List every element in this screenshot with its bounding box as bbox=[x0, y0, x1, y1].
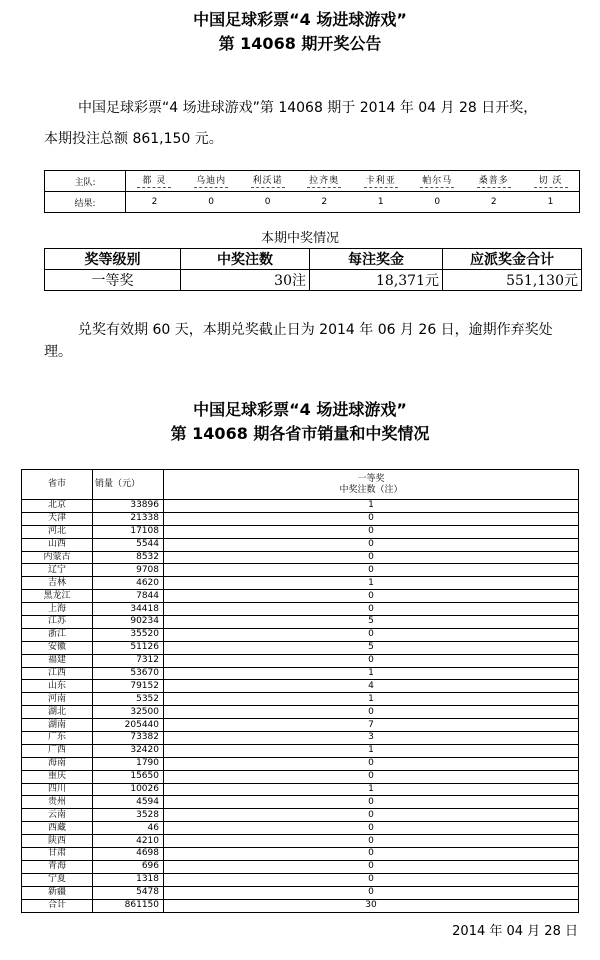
province-row bbox=[22, 641, 579, 654]
province-row bbox=[22, 525, 579, 538]
province-sales: 1790 bbox=[93, 757, 164, 770]
prize-header-row bbox=[45, 249, 582, 270]
province-sales: 3528 bbox=[93, 809, 164, 822]
prize-header-per-bet: 每注奖金 bbox=[310, 249, 443, 270]
province-wins: 5 bbox=[164, 616, 579, 629]
province-row bbox=[22, 551, 579, 564]
team-name: 帕尔马 bbox=[422, 176, 453, 186]
province-table-body bbox=[22, 500, 579, 913]
province-wins: 0 bbox=[164, 551, 579, 564]
province-name: 山西 bbox=[22, 538, 93, 551]
first-prize-header-line2: 中奖注数（注） bbox=[339, 484, 403, 495]
province-name: 山东 bbox=[22, 680, 93, 693]
team-name: 拉齐奥 bbox=[309, 176, 340, 186]
match-result: 2 bbox=[466, 192, 523, 213]
province-wins: 0 bbox=[164, 822, 579, 835]
prize-header-level: 奖等级别 bbox=[45, 249, 181, 270]
province-row bbox=[22, 564, 579, 577]
province-row bbox=[22, 577, 579, 590]
province-name: 西藏 bbox=[22, 822, 93, 835]
province-wins: 0 bbox=[164, 809, 579, 822]
province-sales: 17108 bbox=[93, 525, 164, 538]
province-wins: 1 bbox=[164, 744, 579, 757]
province-row bbox=[22, 809, 579, 822]
province-wins: 1 bbox=[164, 783, 579, 796]
province-sales: 861150 bbox=[93, 899, 164, 912]
match-result-row bbox=[45, 192, 580, 213]
match-result: 2 bbox=[296, 192, 353, 213]
province-name: 北京 bbox=[22, 500, 93, 513]
province-row bbox=[22, 667, 579, 680]
province-sales: 9708 bbox=[93, 564, 164, 577]
province-sales: 32500 bbox=[93, 706, 164, 719]
province-row bbox=[22, 757, 579, 770]
province-wins: 0 bbox=[164, 654, 579, 667]
match-result: 0 bbox=[183, 192, 240, 213]
province-name: 湖南 bbox=[22, 719, 93, 732]
team-name: 都 灵 bbox=[142, 176, 167, 186]
prize-level: 一等奖 bbox=[45, 270, 181, 291]
announcement-title-line2: 第 14068 期开奖公告 bbox=[218, 34, 382, 53]
province-name: 海南 bbox=[22, 757, 93, 770]
province-wins: 0 bbox=[164, 538, 579, 551]
province-row bbox=[22, 603, 579, 616]
province-name: 吉林 bbox=[22, 577, 93, 590]
province-wins: 1 bbox=[164, 693, 579, 706]
province-row bbox=[22, 860, 579, 873]
province-wins: 0 bbox=[164, 706, 579, 719]
province-wins: 4 bbox=[164, 680, 579, 693]
prize-section-title: 本期中奖情况 bbox=[260, 231, 339, 246]
province-row bbox=[22, 822, 579, 835]
province-name: 福建 bbox=[22, 654, 93, 667]
match-table bbox=[44, 170, 580, 213]
province-sales: 1318 bbox=[93, 873, 164, 886]
province-row bbox=[22, 873, 579, 886]
prize-total: 551,130元 bbox=[443, 270, 582, 291]
province-name: 江苏 bbox=[22, 616, 93, 629]
province-row bbox=[22, 886, 579, 899]
province-wins: 0 bbox=[164, 873, 579, 886]
province-sales: 7844 bbox=[93, 590, 164, 603]
province-wins: 5 bbox=[164, 641, 579, 654]
province-name: 陕西 bbox=[22, 835, 93, 848]
province-row bbox=[22, 732, 579, 745]
province-row bbox=[22, 590, 579, 603]
province-row bbox=[22, 538, 579, 551]
province-sales: 90234 bbox=[93, 616, 164, 629]
report-date: 2014 年 04 月 28 日 bbox=[452, 924, 578, 939]
province-name: 浙江 bbox=[22, 628, 93, 641]
match-result: 2 bbox=[126, 192, 183, 213]
province-wins: 1 bbox=[164, 500, 579, 513]
province-row bbox=[22, 783, 579, 796]
province-wins: 0 bbox=[164, 525, 579, 538]
result-label: 结果: bbox=[45, 192, 126, 213]
province-wins: 0 bbox=[164, 564, 579, 577]
province-row bbox=[22, 706, 579, 719]
province-sales: 35520 bbox=[93, 628, 164, 641]
province-header: 省市 bbox=[22, 470, 93, 500]
province-row bbox=[22, 693, 579, 706]
match-team-row bbox=[45, 171, 580, 192]
province-name: 辽宁 bbox=[22, 564, 93, 577]
prize-per-bet: 18,371元 bbox=[310, 270, 443, 291]
prize-row bbox=[45, 270, 582, 291]
province-table bbox=[21, 469, 579, 913]
province-row bbox=[22, 680, 579, 693]
match-result: 1 bbox=[352, 192, 409, 213]
province-sales: 4210 bbox=[93, 835, 164, 848]
prize-header-count: 中奖注数 bbox=[181, 249, 310, 270]
province-wins: 0 bbox=[164, 848, 579, 861]
province-row bbox=[22, 512, 579, 525]
province-name: 重庆 bbox=[22, 770, 93, 783]
province-row bbox=[22, 796, 579, 809]
province-wins: 0 bbox=[164, 835, 579, 848]
province-wins: 1 bbox=[164, 667, 579, 680]
province-name: 四川 bbox=[22, 783, 93, 796]
province-wins: 0 bbox=[164, 628, 579, 641]
province-name: 合计 bbox=[22, 899, 93, 912]
province-sales: 79152 bbox=[93, 680, 164, 693]
province-wins: 7 bbox=[164, 719, 579, 732]
province-sales: 21338 bbox=[93, 512, 164, 525]
province-name: 青海 bbox=[22, 860, 93, 873]
province-sales: 205440 bbox=[93, 719, 164, 732]
province-name: 广东 bbox=[22, 732, 93, 745]
province-sales: 8532 bbox=[93, 551, 164, 564]
province-sales: 4620 bbox=[93, 577, 164, 590]
province-sales: 32420 bbox=[93, 744, 164, 757]
announcement-title-line1: 中国足球彩票“4 场进球游戏” bbox=[193, 10, 407, 29]
province-row bbox=[22, 770, 579, 783]
sales-header: 销量（元） bbox=[93, 470, 164, 500]
province-sales: 15650 bbox=[93, 770, 164, 783]
report-title-line2: 第 14068 期各省市销量和中奖情况 bbox=[170, 424, 430, 443]
notice-line2: 理。 bbox=[44, 344, 72, 360]
province-name: 内蒙古 bbox=[22, 551, 93, 564]
province-name: 黑龙江 bbox=[22, 590, 93, 603]
province-name: 天津 bbox=[22, 512, 93, 525]
province-sales: 696 bbox=[93, 860, 164, 873]
province-name: 江西 bbox=[22, 667, 93, 680]
province-wins: 0 bbox=[164, 512, 579, 525]
province-wins: 0 bbox=[164, 590, 579, 603]
prize-header-total: 应派奖金合计 bbox=[443, 249, 582, 270]
team-name: 卡利亚 bbox=[365, 176, 396, 186]
province-sales: 53670 bbox=[93, 667, 164, 680]
province-name: 湖北 bbox=[22, 706, 93, 719]
match-result: 0 bbox=[409, 192, 466, 213]
province-name: 宁夏 bbox=[22, 873, 93, 886]
province-wins: 0 bbox=[164, 603, 579, 616]
province-wins: 1 bbox=[164, 577, 579, 590]
province-sales: 4698 bbox=[93, 848, 164, 861]
province-sales: 7312 bbox=[93, 654, 164, 667]
province-sales: 33896 bbox=[93, 500, 164, 513]
province-row bbox=[22, 654, 579, 667]
province-row bbox=[22, 848, 579, 861]
province-name: 安徽 bbox=[22, 641, 93, 654]
province-row bbox=[22, 628, 579, 641]
province-wins: 0 bbox=[164, 796, 579, 809]
province-wins: 0 bbox=[164, 860, 579, 873]
province-sales: 5544 bbox=[93, 538, 164, 551]
province-wins: 30 bbox=[164, 899, 579, 912]
province-name: 河南 bbox=[22, 693, 93, 706]
province-name: 甘肃 bbox=[22, 848, 93, 861]
province-row bbox=[22, 719, 579, 732]
prize-count: 30注 bbox=[181, 270, 310, 291]
province-row bbox=[22, 899, 579, 912]
match-result: 1 bbox=[522, 192, 579, 213]
province-sales: 46 bbox=[93, 822, 164, 835]
province-wins: 3 bbox=[164, 732, 579, 745]
team-name: 切 沃 bbox=[538, 176, 563, 186]
province-sales: 34418 bbox=[93, 603, 164, 616]
prize-table bbox=[44, 248, 582, 291]
province-sales: 73382 bbox=[93, 732, 164, 745]
notice-line1: 兑奖有效期 60 天，本期兑奖截止日为 2014 年 06 月 26 日，逾期作弃奖处 bbox=[78, 322, 553, 338]
province-wins: 0 bbox=[164, 886, 579, 899]
province-sales: 51126 bbox=[93, 641, 164, 654]
intro-line2: 本期投注总额 861,150 元。 bbox=[44, 131, 223, 147]
province-name: 上海 bbox=[22, 603, 93, 616]
first-prize-header bbox=[164, 470, 579, 500]
province-row bbox=[22, 500, 579, 513]
province-sales: 10026 bbox=[93, 783, 164, 796]
province-name: 贵州 bbox=[22, 796, 93, 809]
province-sales: 5352 bbox=[93, 693, 164, 706]
team-name: 乌迪内 bbox=[196, 176, 227, 186]
province-sales: 5478 bbox=[93, 886, 164, 899]
province-name: 云南 bbox=[22, 809, 93, 822]
team-name: 利沃诺 bbox=[252, 176, 283, 186]
province-name: 新疆 bbox=[22, 886, 93, 899]
province-name: 广西 bbox=[22, 744, 93, 757]
province-wins: 0 bbox=[164, 757, 579, 770]
province-row bbox=[22, 616, 579, 629]
province-sales: 4594 bbox=[93, 796, 164, 809]
province-wins: 0 bbox=[164, 770, 579, 783]
home-team-label: 主队: bbox=[45, 171, 126, 192]
province-header-row bbox=[22, 470, 579, 500]
match-result: 0 bbox=[239, 192, 296, 213]
intro-line1: 中国足球彩票“4 场进球游戏”第 14068 期于 2014 年 04 月 28 日开奖， bbox=[78, 100, 538, 116]
province-row bbox=[22, 835, 579, 848]
province-row bbox=[22, 744, 579, 757]
team-name: 桑普多 bbox=[478, 176, 509, 186]
first-prize-header-line1: 一等奖 bbox=[357, 473, 385, 484]
province-name: 河北 bbox=[22, 525, 93, 538]
report-title-line1: 中国足球彩票“4 场进球游戏” bbox=[193, 400, 407, 419]
